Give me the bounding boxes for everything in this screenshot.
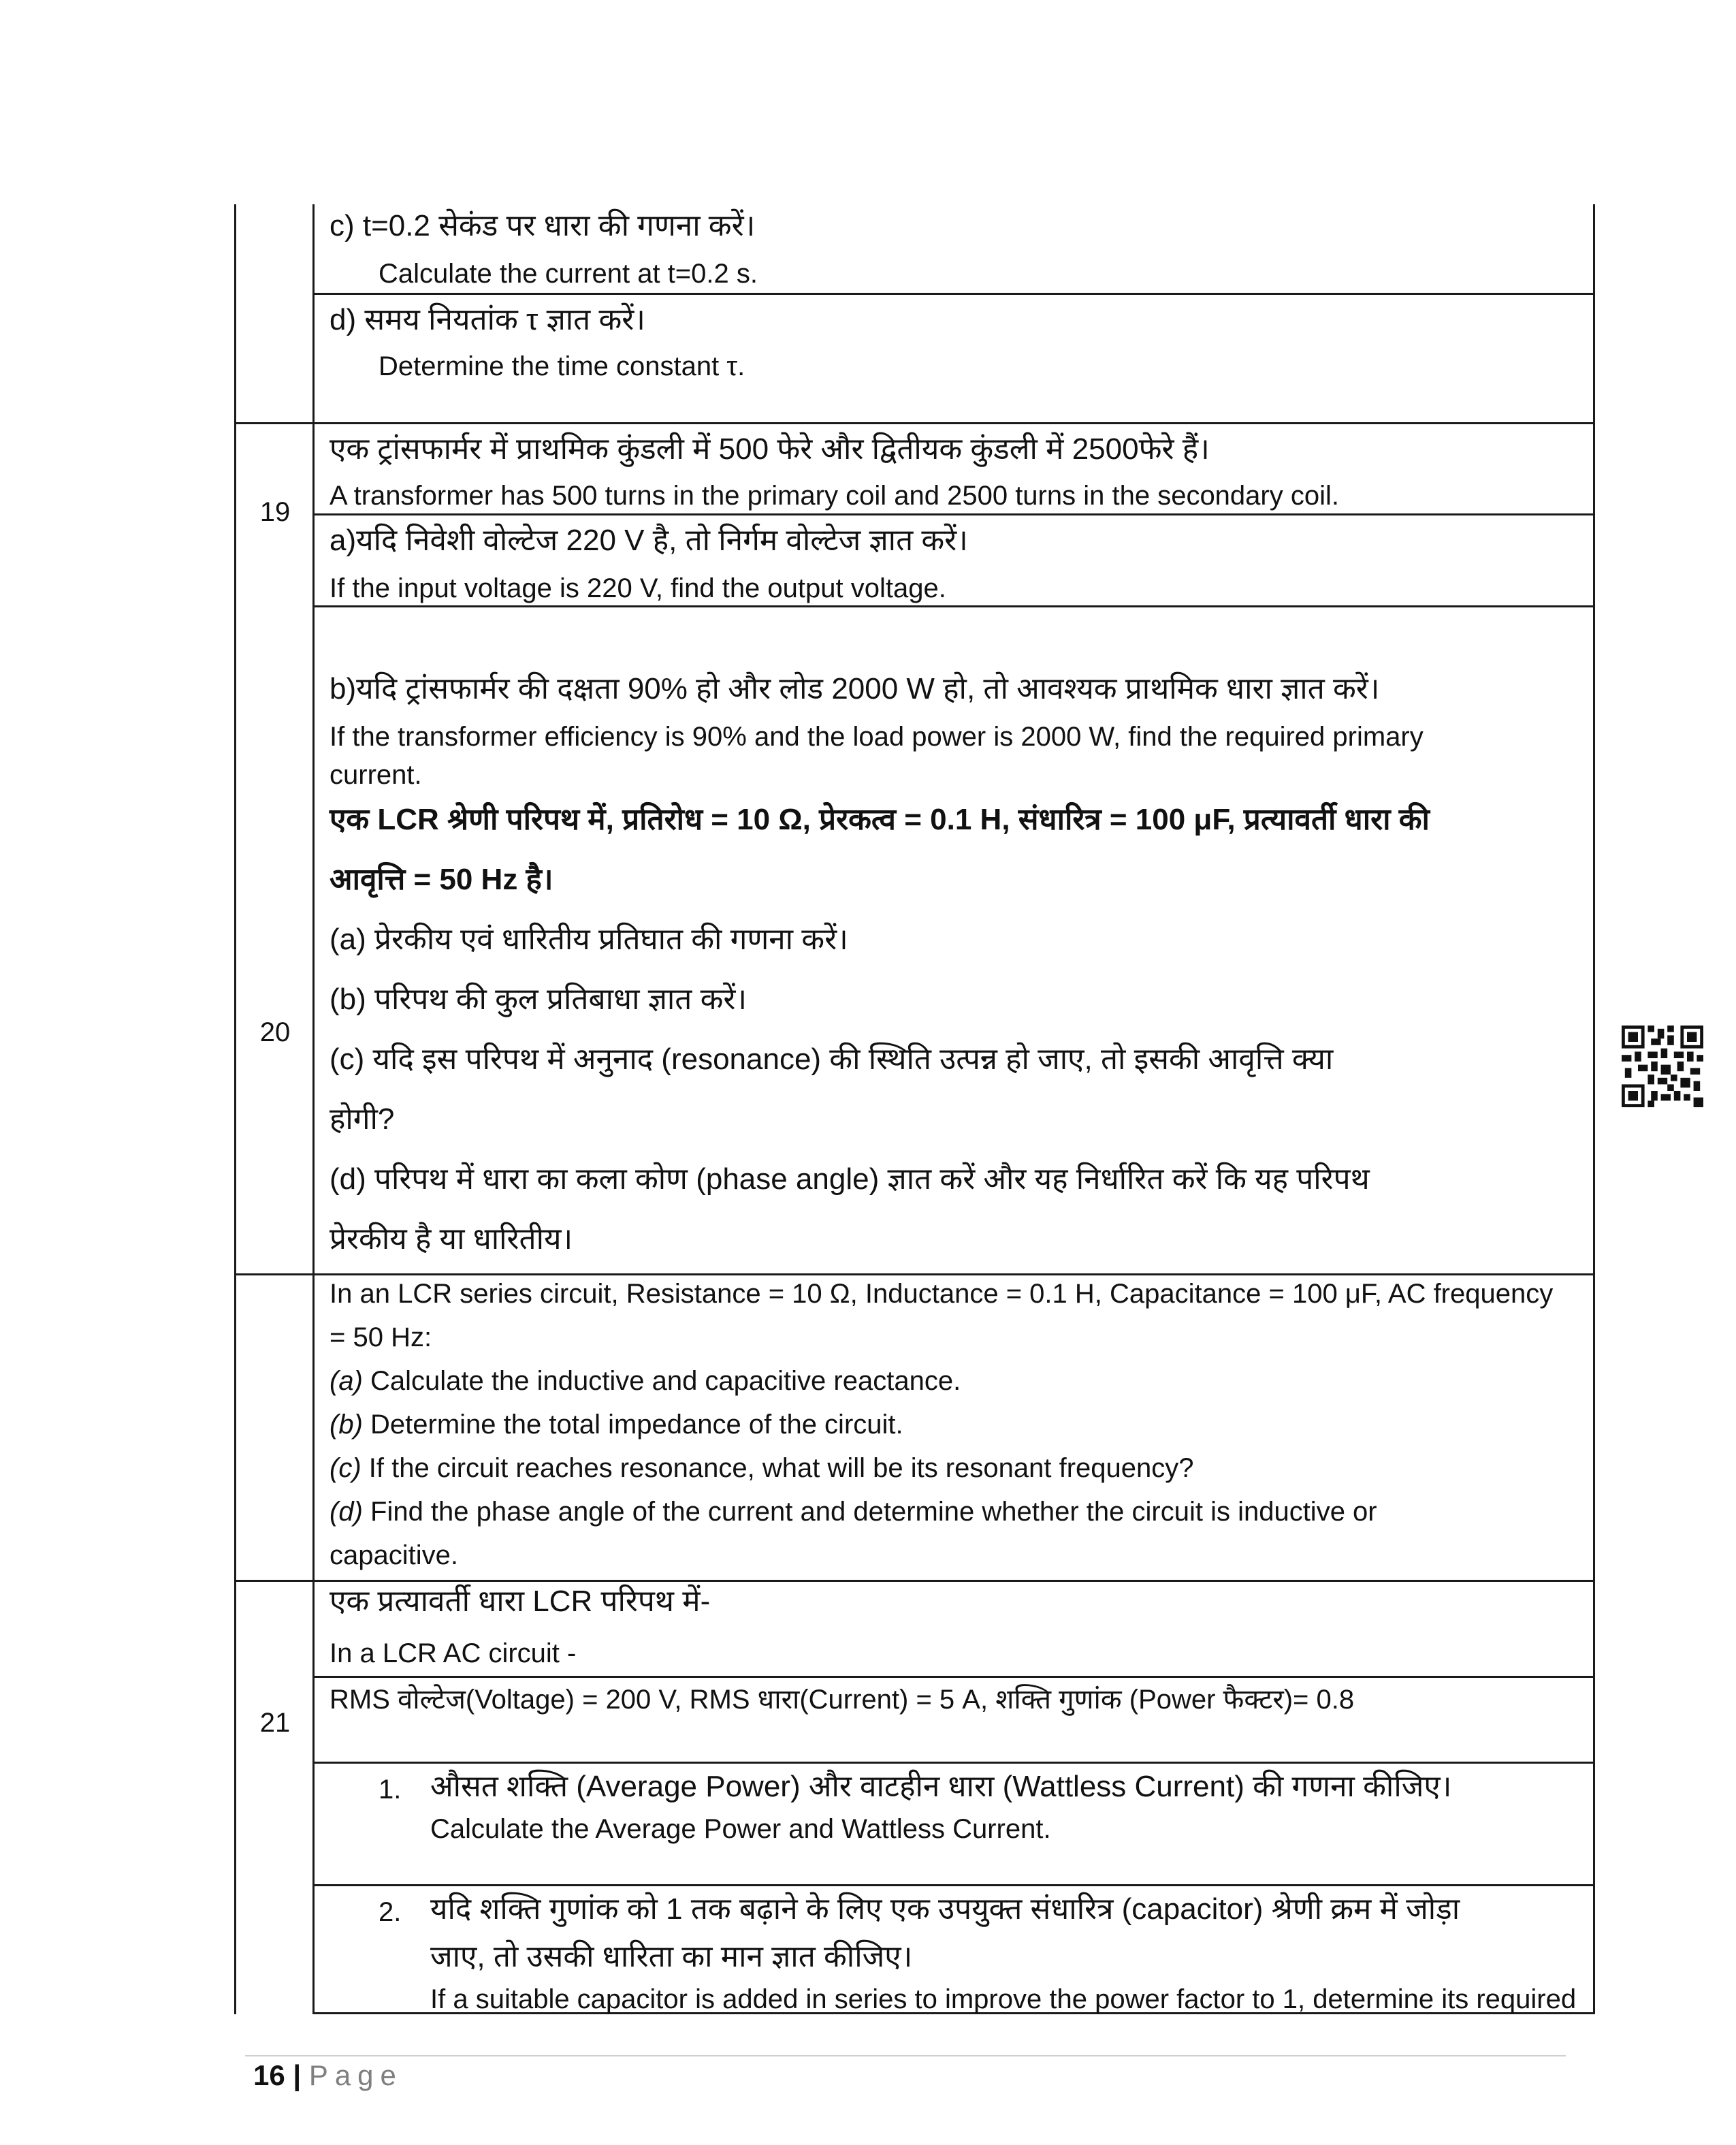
- footer-separator: |: [285, 2059, 309, 2091]
- q21-given-values: RMS वोल्टेज(Voltage) = 200 V, RMS धारा(Current) = 5 A, शक्ति गुणांक (Power फैक्टर)= 0.8: [329, 1685, 1355, 1715]
- q19-intro-english: A transformer has 500 turns in the primary coil and 2500 turns in the secondary coil.: [329, 481, 1339, 511]
- q20-part-c-hindi: (c) यदि इस परिपथ में अनुनाद (resonance) की स्थिति उत्पन्न हो जाए, तो इसकी आवृत्ति क्या: [329, 1043, 1334, 1076]
- question-number-20: 20: [259, 1017, 291, 1047]
- row-divider: [312, 605, 1595, 607]
- page-number: 16: [253, 2059, 285, 2091]
- part-label: (d): [329, 1497, 363, 1527]
- q20-part-b-english: [329, 1408, 903, 1441]
- q18-part-d-hindi: d) समय नियतांक τ ज्ञात करें।: [329, 303, 645, 336]
- question-number-21: 21: [259, 1708, 291, 1738]
- row-divider: [234, 422, 1595, 424]
- q20-stem-english: In an LCR series circuit, Resistance = 10 Ω, Inductance = 0.1 H, Capacitance = 100 μF, AC frequency: [329, 1279, 1554, 1309]
- q21-intro-hindi: एक प्रत्यावर्ती धारा LCR परिपथ में-: [329, 1585, 711, 1618]
- part-text: Calculate the inductive and capacitive reactance.: [362, 1366, 961, 1396]
- part-text: Determine the total impedance of the circuit.: [362, 1410, 903, 1440]
- q21-item1-number: 1.: [379, 1775, 402, 1805]
- q19-part-b-english-cont: current.: [329, 760, 422, 790]
- q19-part-b-english: If the transformer efficiency is 90% and the load power is 2000 W, find the required primary: [329, 722, 1424, 752]
- q20-part-d-hindi: (d) परिपथ में धारा का कला कोण (phase angle) ज्ञात करें और यह निर्धारित करें कि यह परिपथ: [329, 1162, 1370, 1196]
- q19-part-b-hindi: b)यदि ट्रांसफार्मर की दक्षता 90% हो और लोड 2000 W हो, तो आवश्यक प्राथमिक धारा ज्ञात करें।: [329, 672, 1380, 705]
- row-divider: [312, 1676, 1595, 1678]
- q20-stem-english-cont: = 50 Hz:: [329, 1322, 432, 1352]
- row-divider: [234, 1580, 1595, 1582]
- part-text: If the circuit reaches resonance, what will be its resonant frequency?: [361, 1453, 1194, 1483]
- page-label: Page: [308, 2059, 403, 2091]
- q20-part-c-hindi-cont: होगी?: [329, 1102, 395, 1136]
- row-divider: [312, 293, 1595, 295]
- row-divider: [312, 1762, 1595, 1764]
- table-column-divider: [312, 204, 315, 2014]
- q20-part-a-hindi: (a) प्रेरकीय एवं धारितीय प्रतिघात की गणना करें।: [329, 923, 848, 956]
- q21-item1-hindi: औसत शक्ति (Average Power) और वाटहीन धारा (Wattless Current) की गणना कीजिए।: [430, 1770, 1452, 1803]
- page-footer: [253, 2059, 403, 2092]
- q20-part-b-hindi: (b) परिपथ की कुल प्रतिबाधा ज्ञात करें।: [329, 983, 748, 1016]
- q20-part-d-english-cont: capacitive.: [329, 1540, 458, 1570]
- q21-item2-english: If a suitable capacitor is added in series to improve the power factor to 1, determine its required: [430, 1984, 1577, 2014]
- q20-part-d-hindi-cont: प्रेरकीय है या धारितीय।: [329, 1222, 573, 1256]
- q21-item2-hindi-cont: जाए, तो उसकी धारिता का मान ज्ञात कीजिए।: [430, 1940, 913, 1973]
- q18-part-d-english: Determine the time constant τ.: [379, 351, 745, 381]
- q20-stem-hindi: एक LCR श्रेणी परिपथ में, प्रतिरोध = 10 Ω, प्रेरकत्व = 0.1 H, संधारित्र = 100 μF, प्रत्यावर्ती धारा की: [329, 803, 1430, 836]
- q19-intro-hindi: एक ट्रांसफार्मर में प्राथमिक कुंडली में 500 फेरे और द्वितीयक कुंडली में 2500फेरे हैं।: [329, 432, 1210, 466]
- part-label: (a): [329, 1366, 363, 1396]
- q19-part-a-hindi: a)यदि निवेशी वोल्टेज 220 V है, तो निर्गम वोल्टेज ज्ञात करें।: [329, 524, 968, 557]
- q21-intro-english: In a LCR AC circuit -: [329, 1638, 577, 1668]
- q20-part-c-english: [329, 1452, 1194, 1484]
- footer-divider: [245, 2055, 1566, 2056]
- table-left-border: [234, 204, 236, 2014]
- question-number-19: 19: [259, 497, 291, 527]
- row-divider: [312, 1884, 1595, 1886]
- part-text: Find the phase angle of the current and determine whether the circuit is inductive or: [362, 1497, 1377, 1527]
- row-divider: [234, 1273, 1595, 1275]
- q20-part-a-english: [329, 1365, 961, 1397]
- q18-part-c-hindi: c) t=0.2 सेकंड पर धारा की गणना करें।: [329, 209, 756, 242]
- part-label: (c): [329, 1453, 361, 1483]
- table-right-border: [1593, 204, 1595, 2014]
- q20-part-d-english: [329, 1495, 1377, 1528]
- row-divider: [312, 513, 1595, 515]
- q21-item2-number: 2.: [379, 1897, 402, 1927]
- q19-part-a-english: If the input voltage is 220 V, find the output voltage.: [329, 573, 946, 603]
- q20-stem-hindi-cont: आवृत्ति = 50 Hz है।: [329, 863, 553, 896]
- q21-item2-hindi: यदि शक्ति गुणांक को 1 तक बढ़ाने के लिए एक उपयुक्त संधारित्र (capacitor) श्रेणी क्रम में जोड़ा: [430, 1892, 1460, 1926]
- q18-part-c-english: Calculate the current at t=0.2 s.: [379, 259, 758, 289]
- qr-code-icon: [1622, 1026, 1703, 1107]
- q21-item1-english: Calculate the Average Power and Wattless Current.: [430, 1814, 1051, 1844]
- part-label: (b): [329, 1410, 363, 1440]
